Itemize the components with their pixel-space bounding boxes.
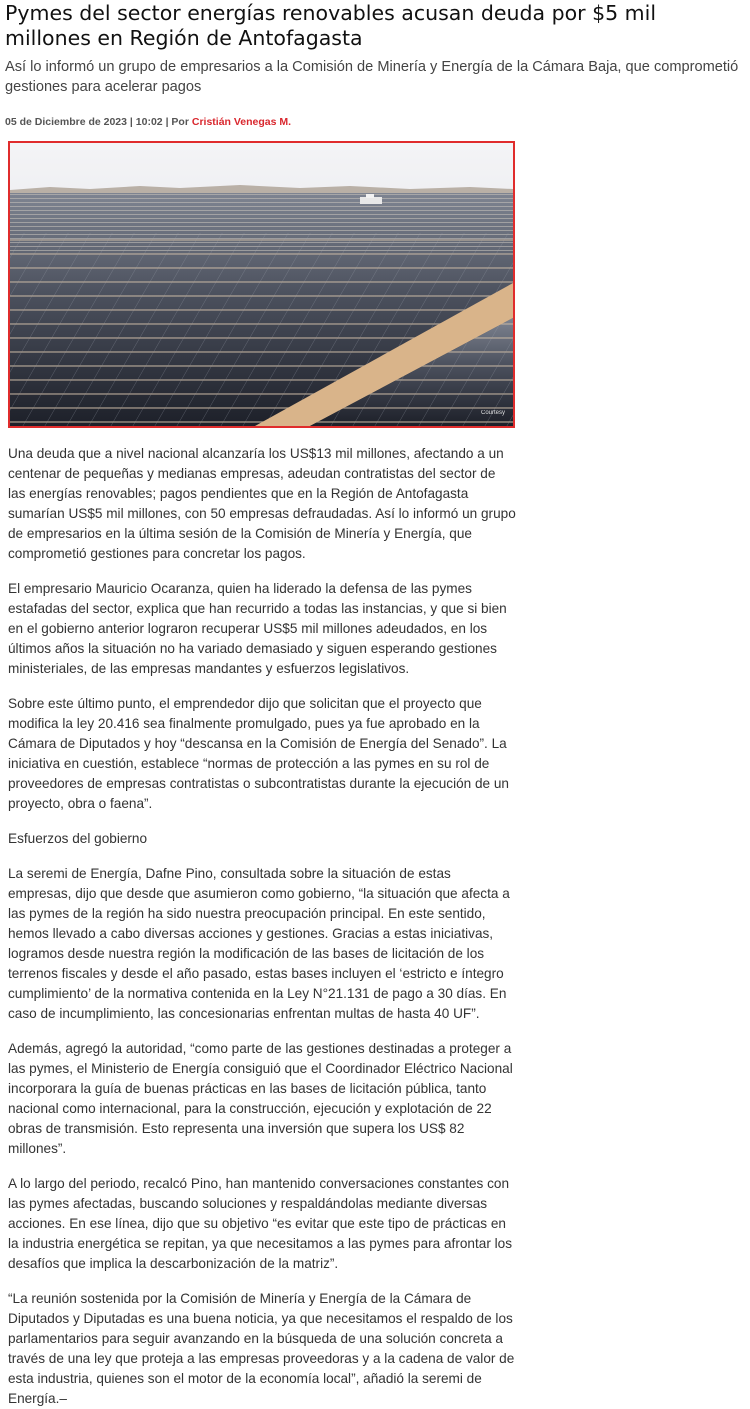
meta-separator: | xyxy=(165,116,172,128)
article-time: 10:02 xyxy=(135,116,163,128)
paragraph: A lo largo del periodo, recalcó Pino, han mantenido conversaciones constantes con las pymes afectadas, buscando soluciones y respaldándolas mediante diversas acciones. En ese línea, dijo que su objetivo “es evitar que este tipo de prácticas en la industria energética se repitan, ya que necesitamos a las pymes para afrontar los desafíos que implica la descarbonización de la matriz”. xyxy=(8,1176,512,1271)
paragraph: Además, agregó la autoridad, “como parte de las gestiones destinadas a proteger a las pymes, el Ministerio de Energía consiguió que el Coordinador Eléctrico Nacional incorporara la guía de buenas prácticas en las bases de licitación pública, tanto nacional como internacional, para la construcción, ejecución y explotación de 22 obras de transmisión. Esto representa una inversión que supera los US$ 82 millones”. xyxy=(8,1041,513,1156)
author-link[interactable]: Cristián Venegas M. xyxy=(191,116,292,128)
paragraph: Sobre este último punto, el emprendedor dijo que solicitan que el proyecto que modifica la ley 20.416 sea finalmente promulgado, pues ya fue aprobado en la Cámara de Diputados y hoy “descansa en la Comisión de Energía del Senado”. La iniciativa en cuestión, establece “normas de protección a las pymes en su rol de proveedores de empresas contratistas o subcontratistas durante la ejecución de un proyecto, obra o faena”. xyxy=(8,696,509,811)
paragraph: La seremi de Energía, Dafne Pino, consultada sobre la situación de estas empresas, dijo que desde que asumieron como gobierno, “la situación que afecta a las pymes de la región ha sido nuestra preocupación principal. En este sentido, hemos llevado a cabo diversas acciones y gestiones. Gracias a estas iniciativas, logramos desde nuestra región la modificación de las bases de licitación de los terrenos fiscales y desde el año pasado, estas bases incluyen el ‘estricto e íntegro cumplimiento’ de la normativa contenida en la Ley N°21.131 de pago a 30 días. En caso de incumplimiento, las concesionarias enfrentan multas de hasta 40 UF”. xyxy=(8,866,510,1021)
paragraph: “La reunión sostenida por la Comisión de Minería y Energía de la Cámara de Diputados y Diputadas es una buena noticia, ya que necesitamos el respaldo de los parlamentarios para seguir avanzando en la búsqueda de una solución concreta a través de una ley que proteja a las empresas proveedoras y a la cadena de valor de esta industria, quienes son el motor de la economía local”, añadió la seremi de Energía.– xyxy=(8,1291,515,1406)
article-date: 05 de Diciembre de 2023 xyxy=(5,116,127,128)
solar-farm-image xyxy=(10,143,513,426)
article-meta xyxy=(5,116,291,128)
article-subtitle: Así lo informó un grupo de empresarios a la Comisión de Minería y Energía de la Cámara Baja, que comprometió gestiones para acelerar pagos xyxy=(5,59,739,95)
image-caption: Courtesy xyxy=(480,410,505,416)
paragraph: Una deuda que a nivel nacional alcanzaría los US$13 mil millones, afectando a un centenar de pequeñas y medianas empresas, adeudan contratistas del sector de las energías renovables; pagos pendientes que en la Región de Antofagasta sumarían US$5 mil millones, con 50 empresas defraudadas. Así lo informó un grupo de empresarios en la última sesión de la Comisión de Minería y Energía, que comprometió gestiones para concretar los pagos. xyxy=(8,446,516,561)
article-title: Pymes del sector energías renovables acusan deuda por $5 mil millones en Región de Antofagasta xyxy=(5,1,657,50)
article-body xyxy=(8,444,516,1409)
section-heading: Esfuerzos del gobierno xyxy=(8,831,148,846)
paragraph: El empresario Mauricio Ocaranza, quien ha liderado la defensa de las pymes estafadas del sector, explica que han recurrido a todas las instancias, y que si bien en el gobierno anterior lograron recuperar US$5 mil millones adeudados, en los últimos años la situación no ha variado demasiado y siguen esperando gestiones ministeriales, de las empresas mandantes y esfuerzos legislativos. xyxy=(8,581,507,676)
byline-prefix: Por xyxy=(171,116,189,128)
article-photo xyxy=(8,141,515,428)
meta-separator: | xyxy=(129,116,136,128)
